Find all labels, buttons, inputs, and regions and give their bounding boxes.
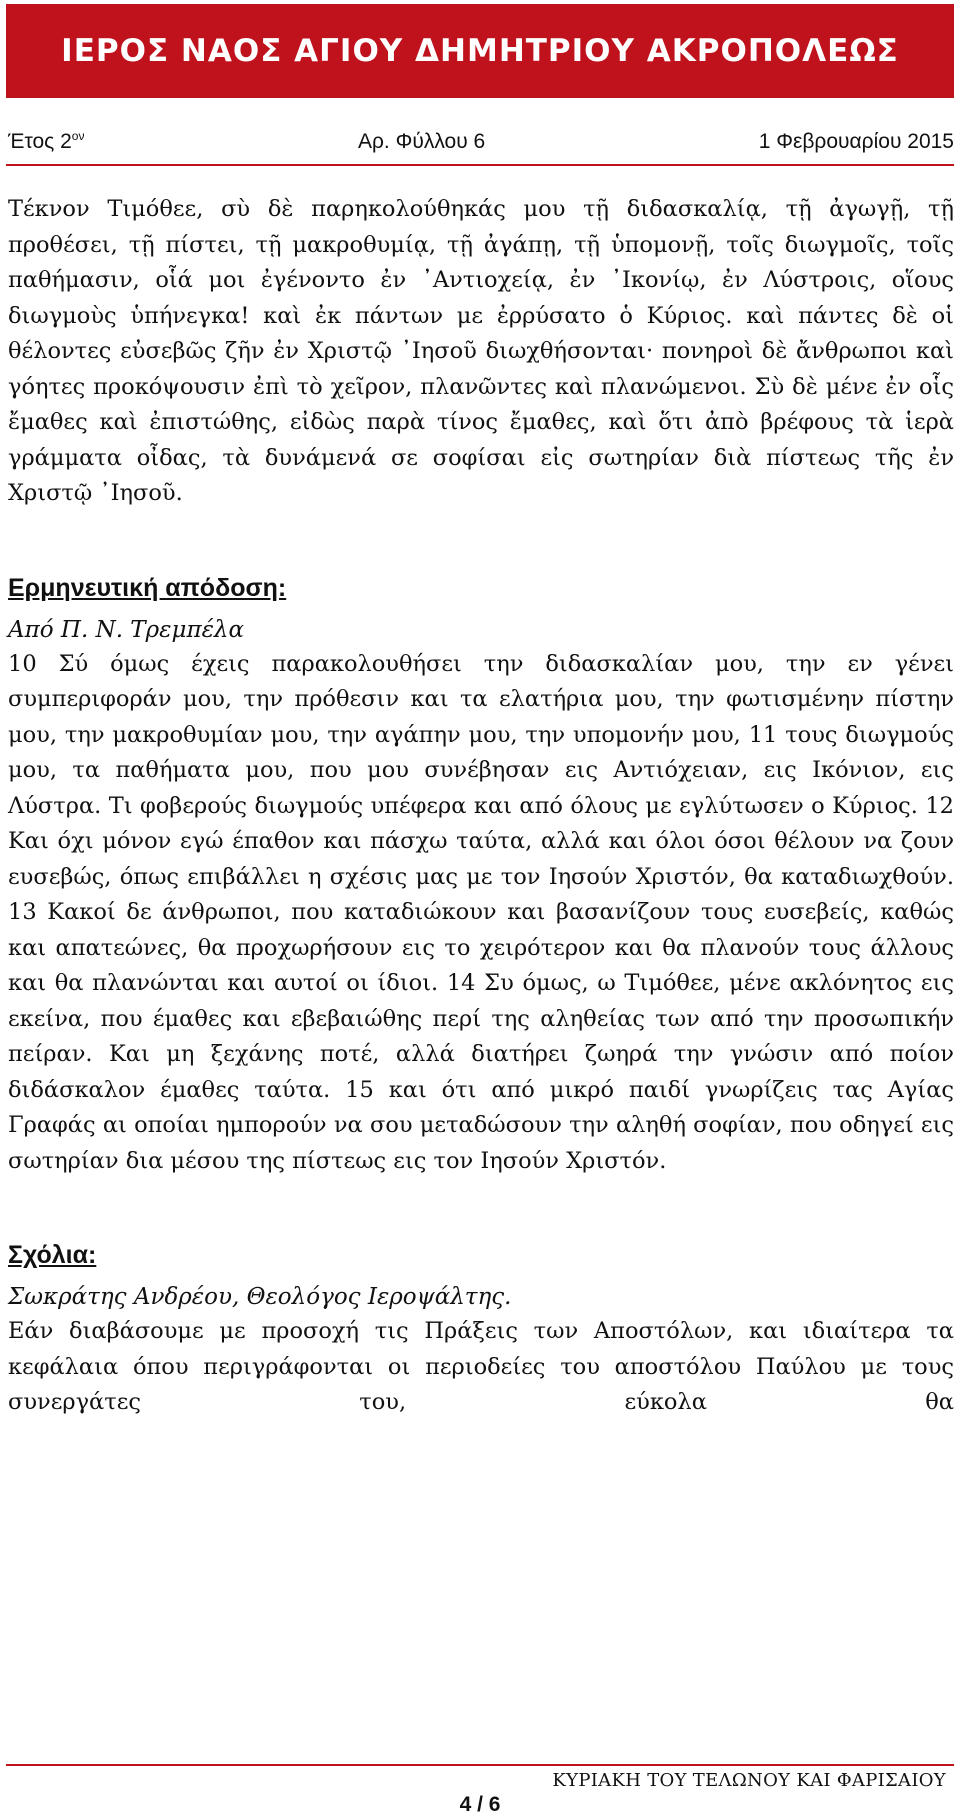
footer-divider — [6, 1764, 954, 1766]
interpretation-author: Από Π. Ν. Τρεμπέλα — [8, 616, 245, 643]
masthead-banner — [6, 4, 954, 98]
commentary-heading: Σχόλια: — [8, 1241, 97, 1269]
commentary-text: Εάν διαβάσουμε με προσοχή τις Πράξεις των Αποστόλων, και ιδιαίτερα τα κεφάλαια όπου περιγράφονται οι περιοδείες του αποστόλου Παύλου με τους συνεργάτες του, εύκολα θα — [8, 1318, 954, 1415]
interpretation-text: 10 Σύ όμως έχεις παρακολουθήσει την διδασκαλίαν μου, την εν γένει συμπεριφοράν μου, την πρόθεσιν και τα ελατήρια μου, την φωτισμένην πίστην μου, την μακροθυμίαν μου, την αγάπην μου, την υπομονήν μου, 11 τους διωγμούς μου, τα παθήματα μου, που μου συνέβησαν εις Αντιόχειαν, εις Ικόνιον, εις Λύστρα. Τι φοβερούς διωγμούς υπέφερα και από όλους με εγλύτωσεν ο Κύριος. 12 Και όχι μόνον εγώ έπαθον και πάσχω ταύτα, αλλά και όλοι όσοι θέλουν να ζουν ευσεβώς, όπως επιβάλλει η σχέσις μας με τον Ιησούν Χριστόν, θα καταδιωχθούν. 13 Κακοί δε άνθρωποι, που καταδιώκουν και βασανίζουν τους ευσεβείς, καθώς και απατεώνες, θα προχωρήσουν εις το χειρότερον και θα πλανούν τους άλλους και θα πλανώνται και αυτοί οι ίδιοι. 14 Συ όμως, ω Τιμόθεε, μένε ακλόνητος εις εκείνα, που έμαθες και εβεβαιώθης περί της αληθείας των από την προσωπικήν πείραν. Και μη ξεχάνης ποτέ, αλλά διατήρει ζωηρά την γνώσιν από ποίον διδάσκαλον έμαθες ταύτα. 15 και ότι από μικρό παιδί γνωρίζεις τας Αγίας Γραφάς αι οποίαι ημπορούν να σου μεταδώσουν την αληθή σοφίαν, που οδηγεί εις σωτηρίαν δια μέσου της πίστεως εις τον Ιησούν Χριστόν. — [8, 650, 954, 1174]
footer-title: ΚΥΡΙΑΚΗ ΤΟΥ ΤΕΛΩΝΟΥ ΚΑΙ ΦΑΡΙΣΑΙΟΥ — [552, 1770, 946, 1791]
scripture-passage: Τέκνον Τιμόθεε, σὺ δὲ παρηκολούθηκάς μου τῇ διδασκαλίᾳ, τῇ ἀγωγῇ, τῇ προθέσει, τῇ πίστει, τῇ μακροθυμίᾳ, τῇ ἀγάπῃ, τῇ ὑπομονῇ, τοῖς διωγμοῖς, τοῖς παθήμασιν, οἷά μοι ἐγένοντο ἐν ᾿Αντιοχείᾳ, ἐν ᾿Ικονίῳ, ἐν Λύστροις, οἵους διωγμοὺς ὑπήνεγκα! καὶ ἐκ πάντων με ἐρρύσατο ὁ Κύριος. καὶ πάντες δὲ οἱ θέλοντες εὐσεβῶς ζῆν ἐν Χριστῷ ᾿Ιησοῦ διωχθήσονται· πονηροὶ δὲ ἄνθρωποι καὶ γόητες προκόψουσιν ἐπὶ τὸ χεῖρον, πλανῶντες καὶ πλανώμενοι. Σὺ δὲ μένε ἐν οἷς ἔμαθες καὶ ἐπιστώθης, εἰδὼς παρὰ τίνος ἔμαθες, καὶ ὅτι ἀπὸ βρέφους τὰ ἱερὰ γράμματα οἶδας, τὰ δυνάμενά σε σοφίσαι εἰς σωτηρίαν διὰ πίστεως τῆς ἐν Χριστῷ ᾿Ιησοῦ. — [8, 196, 954, 506]
header-divider — [6, 164, 954, 166]
church-name: ΙΕΡΟΣ ΝΑΟΣ ΑΓΙΟΥ ΔΗΜΗΤΡΙΟΥ ΑΚΡΟΠΟΛΕΩΣ — [61, 33, 899, 69]
interpretation-heading: Ερμηνευτική απόδοση: — [8, 573, 287, 602]
issue-date: 1 Φεβρουαρίου 2015 — [758, 130, 954, 153]
page-number: 4 / 6 — [459, 1793, 501, 1816]
page-content — [8, 192, 954, 1421]
commentary-author: Σωκράτης Ανδρέου, Θεολόγος Ιεροψάλτης. — [8, 1284, 512, 1310]
year-label: Έτος $2^{o\nu}$ — [8, 129, 85, 153]
year-suffix: ον — [71, 129, 85, 143]
issue-number: Αρ. Φύλλου 6 — [357, 130, 486, 153]
issue-info-line — [8, 129, 954, 154]
